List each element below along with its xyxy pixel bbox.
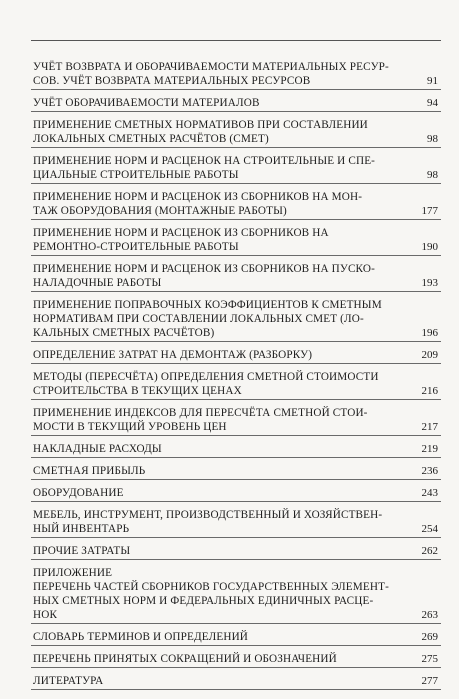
toc-entry	[31, 544, 441, 560]
toc-entry-page: 254	[421, 523, 438, 535]
toc-entry-title: ПРИМЕНЕНИЕ НОРМ И РАСЦЕНОК НА СТРОИТЕЛЬНЫЕ И СПЕ- ЦИАЛЬНЫЕ СТРОИТЕЛЬНЫЕ РАБОТЫ	[33, 155, 376, 181]
toc-entry-page: 193	[421, 277, 438, 289]
toc-entry-page: 177	[421, 205, 438, 217]
toc-entry	[31, 262, 441, 292]
toc-entry-title: ПРИМЕНЕНИЕ СМЕТНЫХ НОРМАТИВОВ ПРИ СОСТАВЛЕНИИ ЛОКАЛЬНЫХ СМЕТНЫХ РАСЧЁТОВ (СМЕТ)	[33, 119, 368, 145]
toc-entry-page: 275	[421, 653, 438, 665]
toc-entry	[31, 60, 441, 90]
toc-entry	[31, 566, 441, 624]
toc-entry-page: 236	[421, 465, 438, 477]
toc-entry-title: ПРИМЕНЕНИЕ ПОПРАВОЧНЫХ КОЭФФИЦИЕНТОВ К СМЕТНЫМ НОРМАТИВАМ ПРИ СОСТАВЛЕНИИ ЛОКАЛЬНЫХ СМЕТ (ЛО- КАЛЬНЫХ СМЕТНЫХ РАСЧЁТОВ)	[33, 299, 382, 339]
toc-entry-title: МЕБЕЛЬ, ИНСТРУМЕНТ, ПРОИЗВОДСТВЕННЫЙ И ХОЗЯЙСТВЕН- НЫЙ ИНВЕНТАРЬ	[33, 509, 383, 535]
toc-entry-page: 219	[421, 443, 438, 455]
toc-entry	[31, 464, 441, 480]
toc-entry-title: МЕТОДЫ (ПЕРЕСЧЁТА) ОПРЕДЕЛЕНИЯ СМЕТНОЙ СТОИМОСТИ СТРОИТЕЛЬСТВА В ТЕКУЩИХ ЦЕНАХ	[33, 371, 379, 397]
toc-entry	[31, 348, 441, 364]
toc-entry-page: 262	[421, 545, 438, 557]
toc-entry-title: УЧЁТ ВОЗВРАТА И ОБОРАЧИВАЕМОСТИ МАТЕРИАЛЬНЫХ РЕСУР- СОВ. УЧЁТ ВОЗВРАТА МАТЕРИАЛЬНЫХ РЕСУРСОВ	[33, 61, 389, 87]
toc-entry-page: 98	[427, 169, 438, 181]
toc-entry-title: ОПРЕДЕЛЕНИЕ ЗАТРАТ НА ДЕМОНТАЖ (РАЗБОРКУ)	[33, 349, 313, 361]
toc-entry	[31, 508, 441, 538]
toc-entry	[31, 298, 441, 342]
toc-entry-title: ПЕРЕЧЕНЬ ПРИНЯТЫХ СОКРАЩЕНИЙ И ОБОЗНАЧЕНИЙ	[33, 653, 337, 665]
toc-entry	[31, 442, 441, 458]
toc-entry-page: 277	[421, 675, 438, 687]
top-rule	[31, 40, 441, 41]
toc-entry-title: СЛОВАРЬ ТЕРМИНОВ И ОПРЕДЕЛЕНИЙ	[33, 631, 249, 643]
toc-entry-title: ПРИМЕНЕНИЕ ИНДЕКСОВ ДЛЯ ПЕРЕСЧЁТА СМЕТНОЙ СТОИ- МОСТИ В ТЕКУЩИЙ УРОВЕНЬ ЦЕН	[33, 407, 368, 433]
toc-entry-title: НАКЛАДНЫЕ РАСХОДЫ	[33, 443, 162, 455]
toc-entry-title: ЛИТЕРАТУРА	[33, 675, 104, 687]
toc-entry	[31, 370, 441, 400]
table-of-contents	[31, 60, 441, 696]
toc-entry	[31, 486, 441, 502]
toc-entry-title: ОБОРУДОВАНИЕ	[33, 487, 124, 499]
toc-entry	[31, 154, 441, 184]
toc-entry	[31, 190, 441, 220]
toc-entry-page: 209	[421, 349, 438, 361]
toc-entry-title: ПРИМЕНЕНИЕ НОРМ И РАСЦЕНОК ИЗ СБОРНИКОВ НА ПУСКО- НАЛАДОЧНЫЕ РАБОТЫ	[33, 263, 375, 289]
toc-entry-title: ПРИЛОЖЕНИЕ ПЕРЕЧЕНЬ ЧАСТЕЙ СБОРНИКОВ ГОСУДАРСТВЕННЫХ ЭЛЕМЕНТ- НЫХ СМЕТНЫХ НОРМ И ФЕДЕРАЛЬНЫХ ЕДИНИЧНЫХ РАСЦЕ- НОК	[33, 567, 389, 621]
toc-entry-page: 94	[427, 97, 438, 109]
toc-entry-title: УЧЁТ ОБОРАЧИВАЕМОСТИ МАТЕРИАЛОВ	[33, 97, 260, 109]
toc-entry-page: 216	[421, 385, 438, 397]
toc-entry-title: ПРОЧИЕ ЗАТРАТЫ	[33, 545, 131, 557]
toc-entry-page: 196	[421, 327, 438, 339]
toc-entry-title: ПРИМЕНЕНИЕ НОРМ И РАСЦЕНОК ИЗ СБОРНИКОВ НА РЕМОНТНО-СТРОИТЕЛЬНЫЕ РАБОТЫ	[33, 227, 329, 253]
toc-entry	[31, 630, 441, 646]
toc-entry-page: 269	[421, 631, 438, 643]
toc-entry	[31, 118, 441, 148]
toc-entry-page: 98	[427, 133, 438, 145]
toc-entry-page: 263	[421, 609, 438, 621]
toc-entry	[31, 96, 441, 112]
toc-entry-page: 190	[421, 241, 438, 253]
toc-entry	[31, 226, 441, 256]
toc-entry	[31, 406, 441, 436]
toc-entry-page: 217	[421, 421, 438, 433]
toc-entry-page: 91	[427, 75, 438, 87]
toc-entry	[31, 652, 441, 668]
toc-entry-title: ПРИМЕНЕНИЕ НОРМ И РАСЦЕНОК ИЗ СБОРНИКОВ НА МОН- ТАЖ ОБОРУДОВАНИЯ (МОНТАЖНЫЕ РАБОТЫ)	[33, 191, 363, 217]
toc-entry	[31, 674, 441, 690]
toc-entry-page: 243	[421, 487, 438, 499]
toc-entry-title: СМЕТНАЯ ПРИБЫЛЬ	[33, 465, 146, 477]
